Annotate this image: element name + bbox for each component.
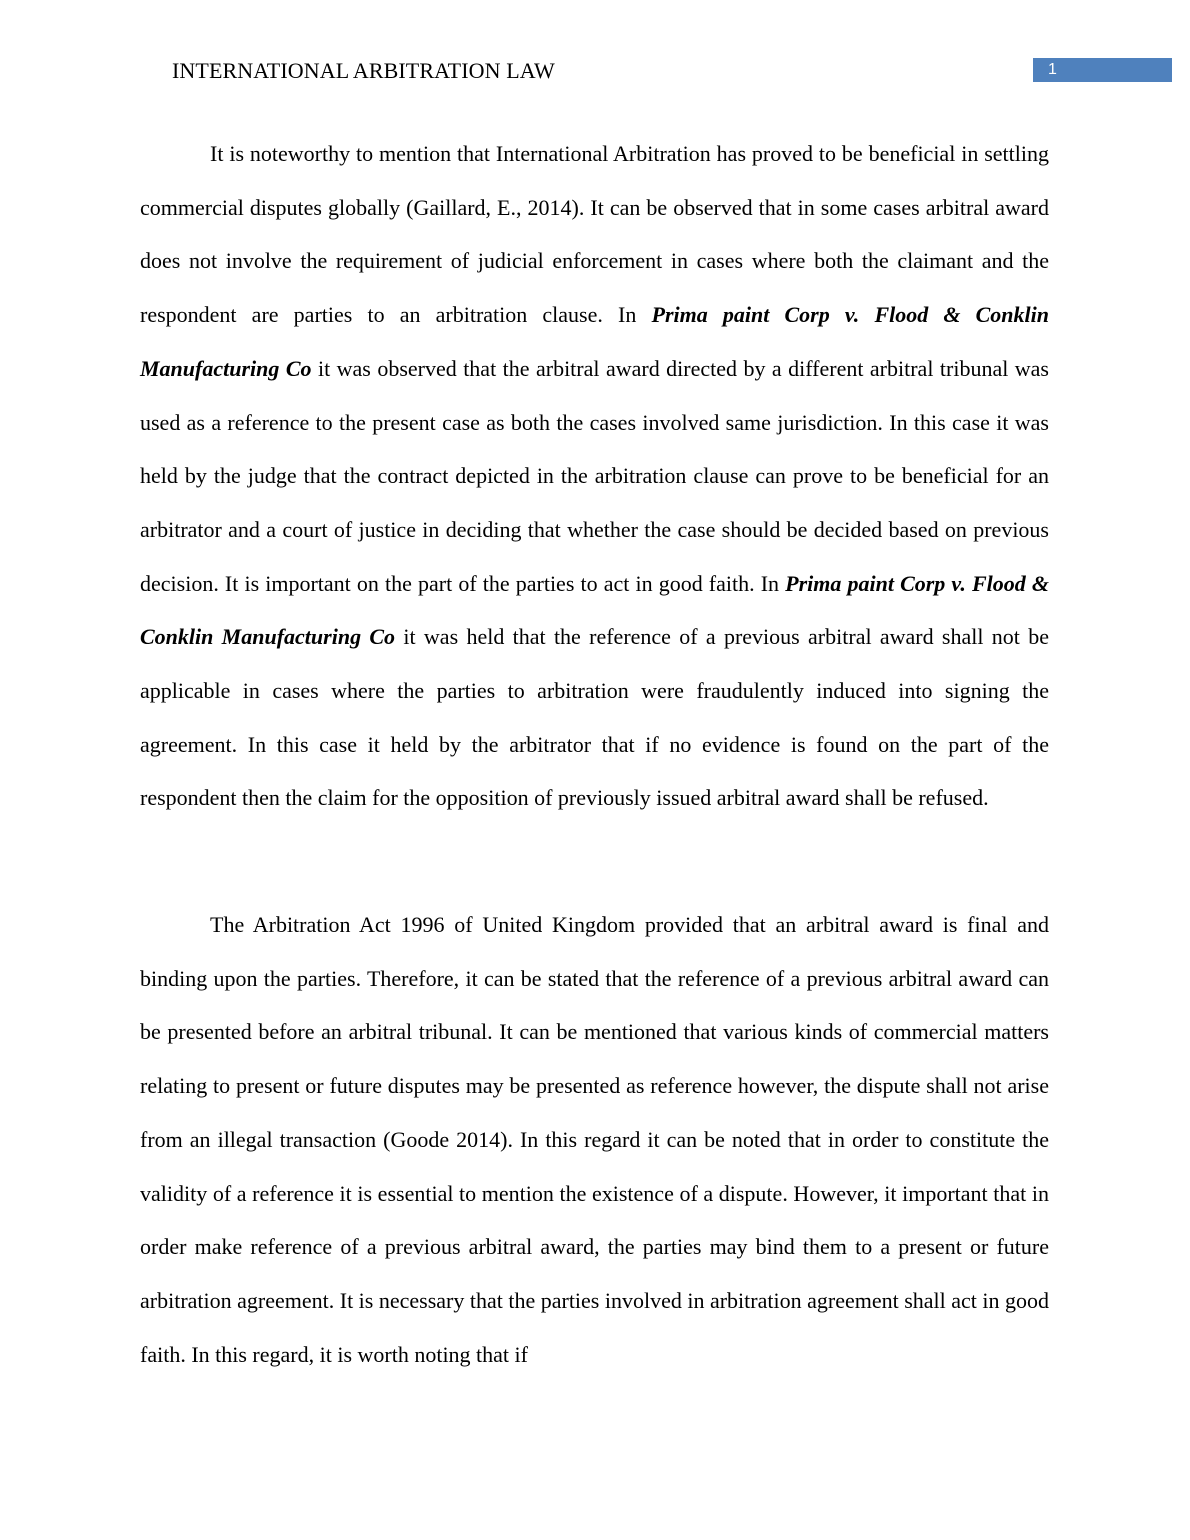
- case-citation: Prima paint Corp v. Flood & Conklin Manufacturing Co: [140, 570, 1049, 650]
- paragraph-1-text-a: It is noteworthy to mention that International Arbitration has proved to be beneficial in settling commercial disputes globally (Gaillard, E., 2014). It can be observed that in some cases arbitral award does not involve the requirement of judicial enforcement in cases where both the claimant and the respondent are parties to an arbitration clause. In: [140, 141, 1049, 328]
- running-head-title: INTERNATIONAL ARBITRATION LAW: [172, 58, 555, 83]
- paragraph-1-text-b: it was observed that the arbitral award directed by a different arbitral tribunal was used as a reference to the present case as both the cases involved same jurisdiction. In this case it was held by the judge that the contract depicted in the arbitration clause can prove to be beneficial for an arbitrator and a court of justice in deciding that whether the case should be decided based on previous decision. It is important on the part of the parties to act in good faith. In: [140, 355, 1049, 596]
- case-citation: Prima paint Corp v. Flood & Conklin Manufacturing Co: [140, 302, 1050, 381]
- page-number: 1: [1033, 58, 1172, 82]
- body-paragraph-1: [140, 127, 1049, 825]
- paragraph-2-text: The Arbitration Act 1996 of United Kingdom provided that an arbitral award is final and binding upon the parties. Therefore, it can be stated that the reference of a previous arbitral award can be presented before an arbitral tribunal. It can be mentioned that various kinds of commercial matters relating to present or future disputes may be presented as reference however, the dispute shall not arise from an illegal transaction (Goode 2014). In this regard it can be noted that in order to constitute the validity of a reference it is essential to mention the existence of a dispute. However, it important that in order make reference of a previous arbitral award, the parties may bind them to a present or future arbitration agreement. It is necessary that the parties involved in arbitration agreement shall act in good faith. In this regard, it is worth noting that if: [140, 912, 1050, 1367]
- paragraph-1-text-c: it was held that the reference of a previous arbitral award shall not be applicable in cases where the parties to arbitration were fraudulently induced into signing the agreement. In this case it held by the arbitrator that if no evidence is found on the part of the respondent then the claim for the opposition of previously issued arbitral award shall be refused.: [140, 624, 1049, 811]
- body-paragraph-2: [140, 898, 1049, 1381]
